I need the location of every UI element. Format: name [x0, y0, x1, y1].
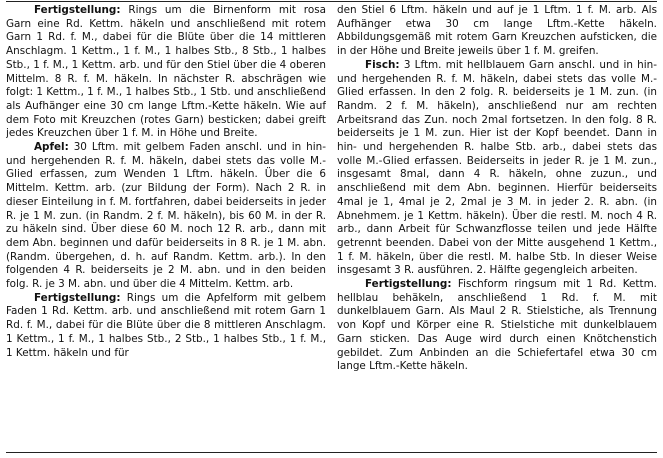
paragraph-fisch-fertigstellung: [337, 278, 657, 374]
text-columns: [6, 4, 657, 374]
paragraph-heading: Apfel:: [34, 141, 69, 154]
paragraph-text: 3 Lftm. mit hellblauem Garn anschl. und in hin- und hergehenden R. f. M. häkeln, dabei stets das volle M.-Glied erfassen. In den 2 folg. R. beiderseits je 1 M. zun. (in Randm. 2 f. M. häkeln), anschließend nur am rechten Arbeitsrand das Zun. noch 2mal fortsetzen. In den folg. 8 R. beiderseits je 1 M. zun. Hier ist der Kopf beendet. Dann in hin- und hergehenden R. halbe Stb. arb., dabei stets das volle M.-Glied erfassen. Beiderseits in jeder R. je 1 M. zun., insgesamt 8mal, dann 4 R. häkeln, ohne zuzun., und anschließend mit dem Abn. beginnen. Hierfür beiderseits 4mal je 1, 4mal je 2, 2mal je 3 M. in jeder 2. R. abn. (in Abnehmem. je 1 Kettm. häkeln). Über die restl. M. noch 4 R. arb., dann Arbeit für Schwanzflosse teilen und jede Hälfte getrennt beenden. Dabei von der Mitte ausgehend 1 Kettm., 1 f. M. häkeln, über die restl. M. halbe Stb. In dieser Weise insgesamt 3 R. ausführen. 2. Hälfte gegengleich arbeiten.: [337, 58, 657, 277]
left-column: [6, 4, 326, 374]
paragraph-heading: Fertigstellung:: [34, 291, 121, 304]
paragraph-heading: Fertigstellung:: [34, 4, 121, 16]
paragraph-apfel-fertigstellung: [6, 292, 326, 361]
right-column: [337, 4, 657, 374]
paragraph-apfel: [6, 141, 326, 292]
paragraph-text: Fischform ringsum mit 1 Rd. Kettm. hellblau behäkeln, anschließend 1 Rd. f. M. mit dunkelblauem Garn. Als Maul 2 R. Stielstiche, als Trennung von Kopf und Körper eine R. Stielstiche mit dunkelblauem Garn sticken. Das Auge wird durch einen Knötchenstich gebildet. Zum Anbinden an die Schiefertafel etwa 30 cm lange Lftm.-Kette häkeln.: [337, 278, 657, 373]
paragraph-apfel-continued: [337, 4, 657, 59]
paragraph-birne-fertigstellung: [6, 4, 326, 141]
paragraph-heading: Fertigstellung:: [365, 278, 452, 291]
paragraph-text: den Stiel 6 Lftm. häkeln und auf je 1 Lftm. 1 f. M. arb. Als Aufhänger etwa 30 cm lange Lftm.-Kette häkeln. Abbildungsgemäß mit rotem Garn Kreuzchen aufsticken, die in der Höhe und Breite jeweils über 1 f. M. greifen.: [337, 4, 657, 58]
paragraph-text: Rings um die Birnenform mit rosa Garn eine Rd. Kettm. häkeln und anschließend mit rotem Garn 1 Rd. f. M., dabei für die Blüte über die 14 mittleren Anschlagm. 1 Kettm., 1 f. M., 1 halbes Stb., 8 Stb., 1 halbes Stb., 1 f. M., 1 Kettm. arb. und für den Stiel über die 4 oberen Mittelm. 8 R. f. M. häkeln. In nächster R. abschrägen wie folgt: 1 Kettm., 1 f. M., 1 halbes Stb., 1 Stb. und anschließend als Aufhänger eine 30 cm lange Lftm.-Kette häkeln. Wie auf dem Foto mit Kreuzchen (rotes Garn) besticken; dabei greift jedes Kreuzchen über 1 f. M. in Höhe und Breite.: [6, 4, 326, 140]
paragraph-fisch: [337, 59, 657, 278]
top-rule: [6, 1, 657, 2]
paragraph-heading: Fisch:: [365, 58, 400, 71]
paragraph-text: 30 Lftm. mit gelbem Faden anschl. und in hin- und hergehenden R. f. M. häkeln, dabei stets das volle M.-Glied erfassen, zum Wenden 1 Lftm. häkeln. Über die 6 Mittelm. Kettm. arb. (zur Bildung der Form). Nach 2 R. in dieser Einteilung in f. M. fortfahren, dabei beiderseits in jeder R. je 1 M. zun. (in Randm. 2 f. M. häkeln), bis 60 M. in der R. zu häkeln sind. Über diese 60 M. noch 12 R. arb., dann mit dem Abn. beginnen und dafür beiderseits in 8 R. je 1 M. abn. (Randm. übergehen, d. h. auf Randm. Kettm. arb.). In den folgenden 4 R. beiderseits je 2 M. abn. und in den beiden folg. R. je 3 M. abn. und über die 4 Mittelm. Kettm. arb.: [6, 141, 326, 291]
bottom-rule: [6, 452, 657, 453]
paragraph-text: Rings um die Apfelform mit gelbem Faden 1 Rd. Kettm. arb. und anschließend mit rotem Garn 1 Rd. f. M., dabei für die Blüte über die 8 mittleren Anschlagm. 1 Kettm., 1 f. M., 1 halbes Stb., 2 Stb., 1 halbes Stb., 1 f. M., 1 Kettm. häkeln und für: [6, 291, 326, 359]
